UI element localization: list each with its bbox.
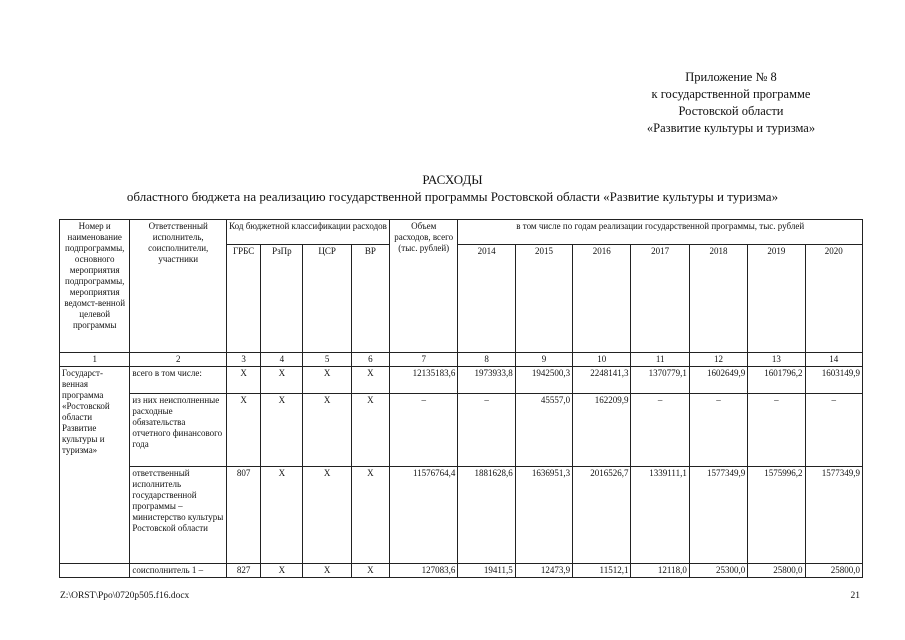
appendix-line: Приложение № 8 bbox=[685, 70, 777, 84]
year-cell: 1602649,9 bbox=[689, 367, 747, 394]
rzpr-cell: X bbox=[261, 467, 303, 564]
year-cell: 1575996,2 bbox=[748, 467, 805, 564]
rzpr-cell: X bbox=[261, 564, 303, 578]
title-sub: областного бюджета на реализацию государственной программы Ростовской области «Развитие культуры и туризма» bbox=[126, 189, 779, 204]
program-name: Государст-венная программа «Ростовской области Развитие культуры и туризма» bbox=[60, 367, 130, 564]
header-rzpr: РзПр bbox=[261, 245, 303, 353]
header-year: 2015 bbox=[515, 245, 572, 353]
appendix-line: к государственной программе bbox=[651, 87, 811, 101]
appendix-line: «Развитие культуры и туризма» bbox=[646, 121, 816, 135]
column-number: 6 bbox=[351, 353, 389, 367]
header-program: Номер и наименование подпрограммы, основного мероприятия подпрограммы, мероприятия ведомст-венной целевой программы bbox=[60, 220, 130, 353]
column-number: 12 bbox=[689, 353, 747, 367]
year-cell: 1577349,9 bbox=[805, 467, 862, 564]
header-executor: Ответственный исполнитель, соисполнители, участники bbox=[130, 220, 227, 353]
column-number: 10 bbox=[573, 353, 631, 367]
year-cell: – bbox=[748, 394, 805, 467]
page-number: 21 bbox=[850, 591, 860, 601]
appendix-line: Ростовской области bbox=[678, 104, 784, 118]
total-cell: 11576764,4 bbox=[390, 467, 458, 564]
header-year: 2014 bbox=[458, 245, 515, 353]
year-cell: 2016526,7 bbox=[573, 467, 631, 564]
vr-cell: X bbox=[351, 564, 389, 578]
header-grbs: ГРБС bbox=[227, 245, 261, 353]
year-cell: 25300,0 bbox=[689, 564, 747, 578]
year-cell: 162209,9 bbox=[573, 394, 631, 467]
year-cell: 25800,0 bbox=[805, 564, 862, 578]
header-row bbox=[60, 220, 863, 245]
year-cell: 11512,1 bbox=[573, 564, 631, 578]
year-cell: 1636951,3 bbox=[515, 467, 572, 564]
column-number: 3 bbox=[227, 353, 261, 367]
header-year: 2017 bbox=[631, 245, 689, 353]
grbs-cell: X bbox=[227, 367, 261, 394]
total-cell: 12135183,6 bbox=[390, 367, 458, 394]
executor-cell: из них неисполненные расходные обязательства отчетного финансового года bbox=[130, 394, 227, 467]
table-row bbox=[60, 467, 863, 564]
vr-cell: X bbox=[351, 367, 389, 394]
column-number: 9 bbox=[515, 353, 572, 367]
year-cell: – bbox=[689, 394, 747, 467]
header-year: 2018 bbox=[689, 245, 747, 353]
expenses-table bbox=[59, 219, 863, 578]
year-cell: 1601796,2 bbox=[748, 367, 805, 394]
year-cell: 45557,0 bbox=[515, 394, 572, 467]
total-cell: 127083,6 bbox=[390, 564, 458, 578]
header-volume: Объем расходов, всего (тыс. рублей) bbox=[390, 220, 458, 353]
title-main: РАСХОДЫ bbox=[422, 172, 483, 187]
header-csr: ЦСР bbox=[303, 245, 351, 353]
executor-cell: всего в том числе: bbox=[130, 367, 227, 394]
column-number-row bbox=[60, 353, 863, 367]
grbs-cell: 827 bbox=[227, 564, 261, 578]
column-number: 8 bbox=[458, 353, 515, 367]
year-cell: 19411,5 bbox=[458, 564, 515, 578]
year-cell: 12118,0 bbox=[631, 564, 689, 578]
year-cell: 1339111,1 bbox=[631, 467, 689, 564]
year-cell: 1881628,6 bbox=[458, 467, 515, 564]
csr-cell: X bbox=[303, 564, 351, 578]
column-number: 14 bbox=[805, 353, 862, 367]
appendix-heading bbox=[621, 69, 841, 137]
header-years-group: в том числе по годам реализации государственной программы, тыс. рублей bbox=[458, 220, 863, 245]
table-row bbox=[60, 564, 863, 578]
document-title bbox=[0, 171, 905, 205]
executor-cell: ответственный исполнитель государственной программы – министерство культуры Ростовской области bbox=[130, 467, 227, 564]
csr-cell: X bbox=[303, 367, 351, 394]
column-number: 5 bbox=[303, 353, 351, 367]
rzpr-cell: X bbox=[261, 394, 303, 467]
total-cell: – bbox=[390, 394, 458, 467]
grbs-cell: 807 bbox=[227, 467, 261, 564]
vr-cell: X bbox=[351, 394, 389, 467]
header-year: 2019 bbox=[748, 245, 805, 353]
header-vr: ВР bbox=[351, 245, 389, 353]
column-number: 2 bbox=[130, 353, 227, 367]
column-number: 1 bbox=[60, 353, 130, 367]
header-budget-code: Код бюджетной классификации расходов bbox=[227, 220, 390, 245]
grbs-cell: X bbox=[227, 394, 261, 467]
csr-cell: X bbox=[303, 394, 351, 467]
year-cell: – bbox=[458, 394, 515, 467]
header-year: 2020 bbox=[805, 245, 862, 353]
year-cell: 2248141,3 bbox=[573, 367, 631, 394]
year-cell: – bbox=[805, 394, 862, 467]
column-number: 13 bbox=[748, 353, 805, 367]
year-cell: 12473,9 bbox=[515, 564, 572, 578]
header-year: 2016 bbox=[573, 245, 631, 353]
year-cell: 25800,0 bbox=[748, 564, 805, 578]
year-cell: 1603149,9 bbox=[805, 367, 862, 394]
year-cell: 1370779,1 bbox=[631, 367, 689, 394]
column-number: 11 bbox=[631, 353, 689, 367]
table-row bbox=[60, 394, 863, 467]
table-row bbox=[60, 367, 863, 394]
program-name-cont bbox=[60, 564, 130, 578]
vr-cell: X bbox=[351, 467, 389, 564]
column-number: 7 bbox=[390, 353, 458, 367]
year-cell: 1577349,9 bbox=[689, 467, 747, 564]
executor-cell: соисполнитель 1 – bbox=[130, 564, 227, 578]
rzpr-cell: X bbox=[261, 367, 303, 394]
column-number: 4 bbox=[261, 353, 303, 367]
year-cell: 1973933,8 bbox=[458, 367, 515, 394]
year-cell: – bbox=[631, 394, 689, 467]
file-path: Z:\ORST\Ppo\0720p505.f16.docx bbox=[60, 591, 190, 601]
year-cell: 1942500,3 bbox=[515, 367, 572, 394]
csr-cell: X bbox=[303, 467, 351, 564]
